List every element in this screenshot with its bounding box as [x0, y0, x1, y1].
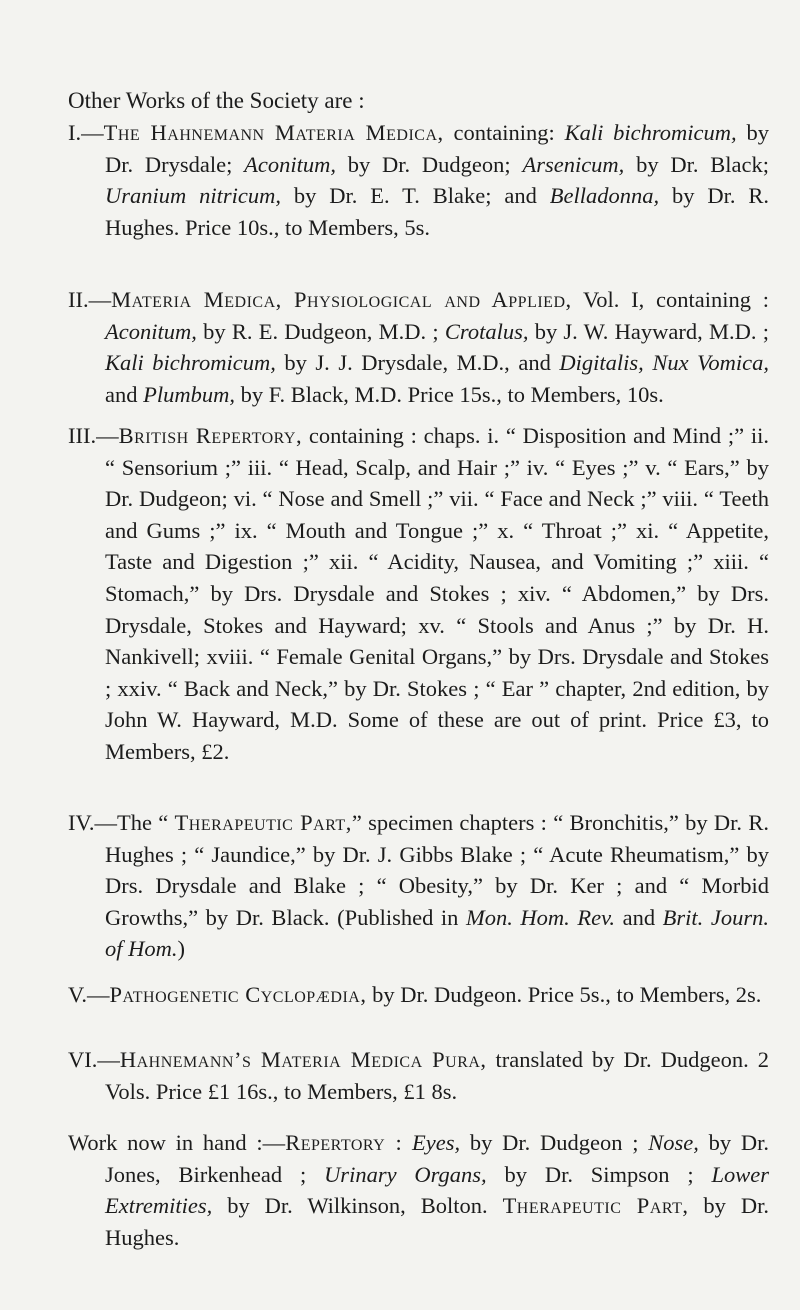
entry-number: III.— [68, 423, 119, 448]
entry-text: by Dr. Dudgeon ; [460, 1130, 649, 1155]
page-heading: Other Works of the Society are : [68, 88, 365, 113]
entry-title: Materia Medica, Physiological and Applied, [111, 287, 572, 312]
work-in-hand-label: Work now in hand :— [68, 1130, 286, 1155]
entry-italic: Lower Extremities, [105, 1161, 769, 1219]
entry-italic: Kali bichromicum, [564, 120, 737, 145]
entry-title: Therapeutic Part, [174, 810, 352, 835]
entry-text: The “ [116, 810, 175, 835]
entry-title: Pathogenetic Cyclopædia, [109, 982, 367, 1007]
entry-text: by J. W. Hayward, M.D. ; [528, 318, 769, 344]
entry-text: by Dr. Drysdale; [105, 120, 769, 177]
entry-italic: Aconitum, [105, 318, 197, 344]
entry-text [402, 1130, 412, 1155]
entry-italic: Mon. Hom. Rev. [466, 904, 616, 930]
entry-text: and [615, 904, 663, 930]
work-entry-6 [68, 1044, 769, 1107]
entry-title: Hahnemann’s Materia Medica Pura, [119, 1047, 487, 1072]
entry-text: ) [177, 936, 185, 962]
entry-text: Vol. I, containing : [571, 287, 769, 312]
work-entry-2 [68, 284, 769, 410]
entry-italic: Arsenicum, [522, 151, 625, 177]
work-entry-1 [68, 117, 769, 243]
entry-italic: Kali bichromicum, [105, 350, 276, 376]
entry-italic: Belladonna, [549, 183, 660, 209]
entry-text: ” specimen chapters : “ Bronchitis,” by Dr. R. Hughes ; “ Jaundice,” by Dr. J. Gibbs Blake ; “ Acute Rheumatism,” by Drs. Drysdale and Blake ; “ Obesity,” by Dr. Ker ; and “ Morbid Growths,” by Dr. Black. (Published in [105, 810, 769, 930]
entry-text: by Dr. Wilkinson, Bolton. [212, 1193, 503, 1219]
entry-italic: Nose, [648, 1130, 699, 1155]
entry-text: by Dr. Simpson ; [486, 1161, 712, 1187]
entry-number: I.— [68, 120, 104, 145]
section-title: Repertory : [285, 1130, 403, 1155]
entry-number: II.— [68, 287, 112, 312]
work-in-hand [68, 1127, 769, 1253]
entry-text: by F. Black, M.D. Price 15s., to Members, 10s. [235, 381, 664, 407]
entry-italic: Urinary Organs, [324, 1161, 487, 1187]
work-entry-5 [68, 979, 769, 1011]
entry-text: by Dr. Dudgeon; [336, 151, 523, 177]
entry-text: containing: [443, 120, 565, 145]
entry-title: British Repertory, [118, 423, 303, 448]
entry-text: by Dr. Black; [624, 151, 769, 177]
entry-text: translated by Dr. Dudgeon. 2 Vols. Price £1 16s., to Members, £1 8s. [105, 1047, 769, 1104]
entry-text: containing : chaps. i. “ Disposition and Mind ;” ii. “ Sensorium ;” iii. “ Head, Scalp, and Hair ;” iv. “ Eyes ;” v. “ Ears,” by Dr. Dudgeon; vi. “ Nose and Smell ;” vii. “ Face and Neck ;” viii. “ Teeth and Gums ;” ix. “ Mouth and Tongue ;” x. “ Throat ;” xi. “ Appetite, Taste and Digestion ;” xii. “ Acidity, Nausea, and Vomiting ;” xiii. “ Stomach,” by Drs. Drysdale and Stokes ; xiv. “ Abdomen,” by Drs. Drysdale, Stokes and Hayward; xv. “ Stools and Anus ;” by Dr. H. Nankivell; xviii. “ Female Genital Organs,” by Drs. Drysdale and Stokes ; xxiv. “ Back and Neck,” by Dr. Stokes ; “ Ear ” chapter, 2nd edition, by John W. Hayward, M.D. Some of these are out of print. Price £3, to Members, £2. [105, 423, 770, 764]
entry-text: by Dr. Hughes. [105, 1193, 769, 1250]
entry-number: VI.— [68, 1047, 120, 1072]
entry-italic: Plumbum, [143, 381, 235, 407]
work-entry-4 [68, 807, 769, 965]
entry-text: by Dr. Jones, Birkenhead ; [105, 1130, 770, 1187]
entry-italic: Eyes, [412, 1130, 461, 1155]
entry-text: by Dr. R. Hughes. Price 10s., to Members, 5s. [105, 183, 769, 240]
section-title: Therapeutic Part, [502, 1193, 689, 1219]
entry-text: and [105, 381, 144, 407]
entry-italic: Uranium nitricum, [105, 183, 282, 209]
entry-italic: Aconitum, [244, 151, 336, 177]
entry-italic: Digitalis, Nux Vomica, [559, 350, 769, 376]
entry-number: IV.— [68, 810, 117, 835]
entry-text: by Dr. E. T. Blake; and [281, 183, 550, 209]
entry-italic: Crotalus, [444, 318, 529, 344]
entry-text: by R. E. Dudgeon, M.D. ; [196, 318, 445, 344]
entry-italic: Brit. Journ. of Hom. [105, 904, 769, 962]
entry-number: V.— [68, 982, 110, 1007]
entry-title: The Hahnemann Materia Medica, [103, 120, 444, 145]
entry-text: by Dr. Dudgeon. Price 5s., to Members, 2s. [366, 982, 762, 1007]
entry-text: by J. J. Drysdale, M.D., and [275, 350, 560, 376]
work-entry-3 [68, 420, 769, 768]
